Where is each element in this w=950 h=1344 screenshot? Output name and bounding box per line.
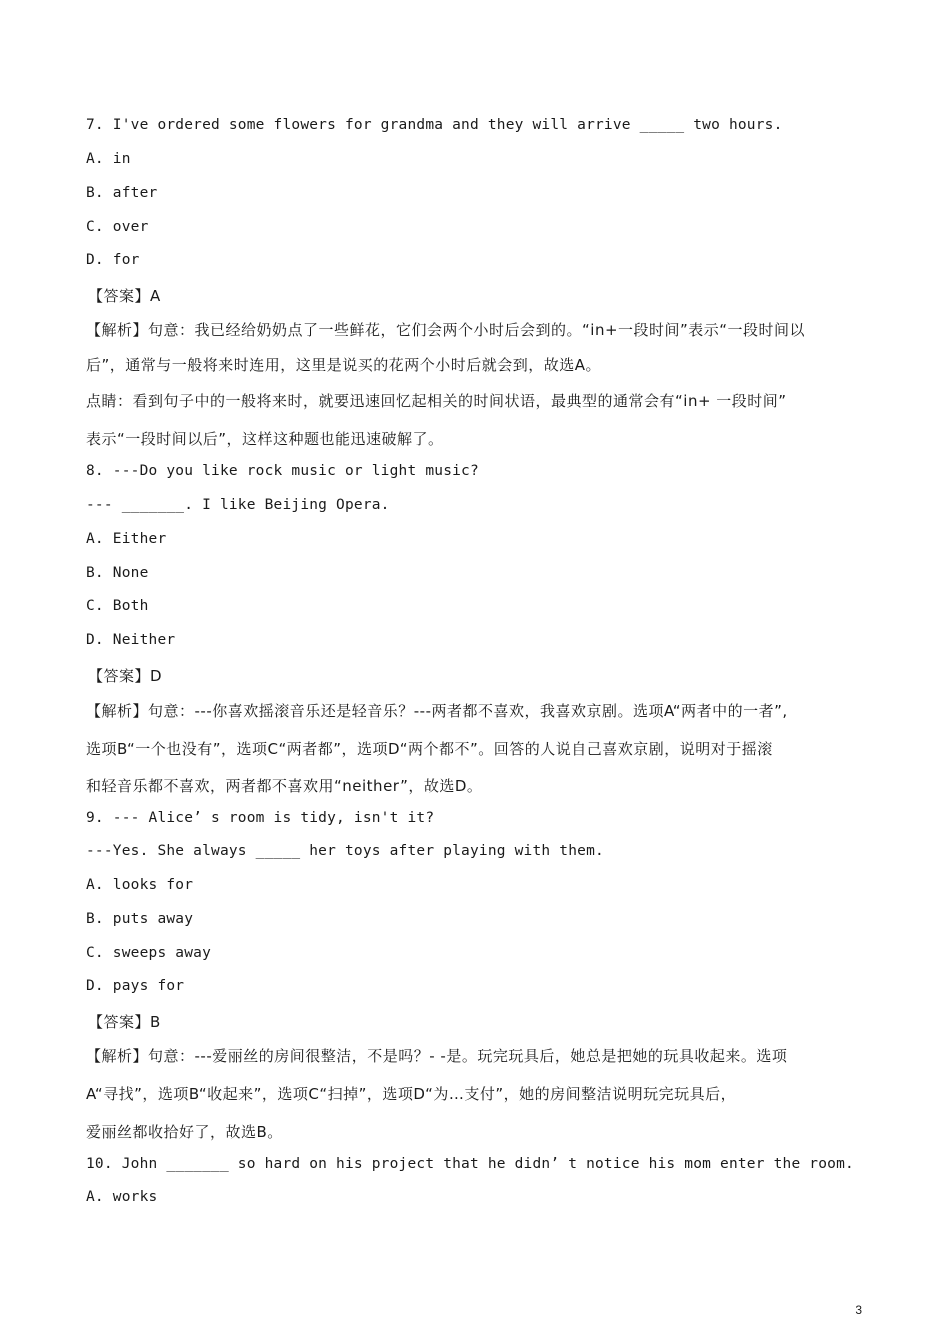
q8-option-c: C. Both	[86, 598, 149, 614]
q9-answer: 【答案】B	[88, 1013, 161, 1031]
question-9-stem: 9. --- Alice’ s room is tidy, isn't it?	[86, 810, 435, 826]
question-9-stem-reply: ---Yes. She always _____ her toys after playing with them.	[86, 843, 604, 859]
question-8-stem: 8. ---Do you like rock music or light music?	[86, 463, 479, 479]
q8-analysis-line: 和轻音乐都不喜欢，两者都不喜欢用“neither”，故选D。	[86, 777, 483, 795]
q9-option-d: D. pays for	[86, 978, 185, 994]
q9-option-a: A. looks for	[86, 877, 194, 893]
page-number: 3	[855, 1303, 862, 1317]
q8-answer: 【答案】D	[88, 667, 163, 685]
q7-analysis-line: 后”，通常与一般将来时连用，这里是说买的花两个小时后就会到，故选A。	[86, 356, 602, 374]
q7-option-c: C. over	[86, 219, 149, 235]
q7-option-a: A. in	[86, 151, 131, 167]
q7-option-d: D. for	[86, 252, 140, 268]
q9-analysis-line: 爱丽丝都收拾好了，故选B。	[86, 1123, 283, 1141]
q8-option-b: B. None	[86, 565, 149, 581]
question-7-stem: 7. I've ordered some flowers for grandma and they will arrive _____ two hours.	[86, 117, 783, 133]
question-8-stem-reply: --- _______. I like Beijing Opera.	[86, 497, 390, 513]
q9-analysis-line: A“寻找”，选项B“收起来”，选项C“扫掉”，选项D“为…支付”，她的房间整洁说明玩完玩具后，	[86, 1085, 737, 1103]
question-10-stem: 10. John _______ so hard on his project that he didn’ t notice his mom enter the room.	[86, 1156, 854, 1172]
q9-analysis-line: 【解析】句意：---爱丽丝的房间很整洁，不是吗？- -是。玩完玩具后，她总是把她的玩具收起来。选项	[86, 1047, 788, 1065]
q9-option-c: C. sweeps away	[86, 945, 212, 961]
q7-analysis-line: 表示“一段时间以后”，这样这种题也能迅速破解了。	[86, 430, 444, 448]
q7-answer: 【答案】A	[88, 287, 161, 305]
q9-option-b: B. puts away	[86, 911, 194, 927]
q8-option-a: A. Either	[86, 531, 167, 547]
q7-analysis-line: 点睛：看到句子中的一般将来时，就要迅速回忆起相关的时间状语，最典型的通常会有“in+ 一段时间”	[86, 392, 787, 410]
q7-analysis-line: 【解析】句意：我已经给奶奶点了一些鲜花，它们会两个小时后会到的。“in+一段时间”表示“一段时间以	[86, 321, 806, 339]
q7-option-b: B. after	[86, 185, 158, 201]
q8-analysis-line: 【解析】句意：---你喜欢摇滚音乐还是轻音乐？---两者都不喜欢，我喜欢京剧。选项A“两者中的一者”,	[86, 702, 788, 720]
q8-option-d: D. Neither	[86, 632, 176, 648]
q10-option-a: A. works	[86, 1189, 158, 1205]
q8-analysis-line: 选项B“一个也没有”，选项C“两者都”，选项D“两个都不”。回答的人说自己喜欢京剧，说明对于摇滚	[86, 740, 773, 758]
